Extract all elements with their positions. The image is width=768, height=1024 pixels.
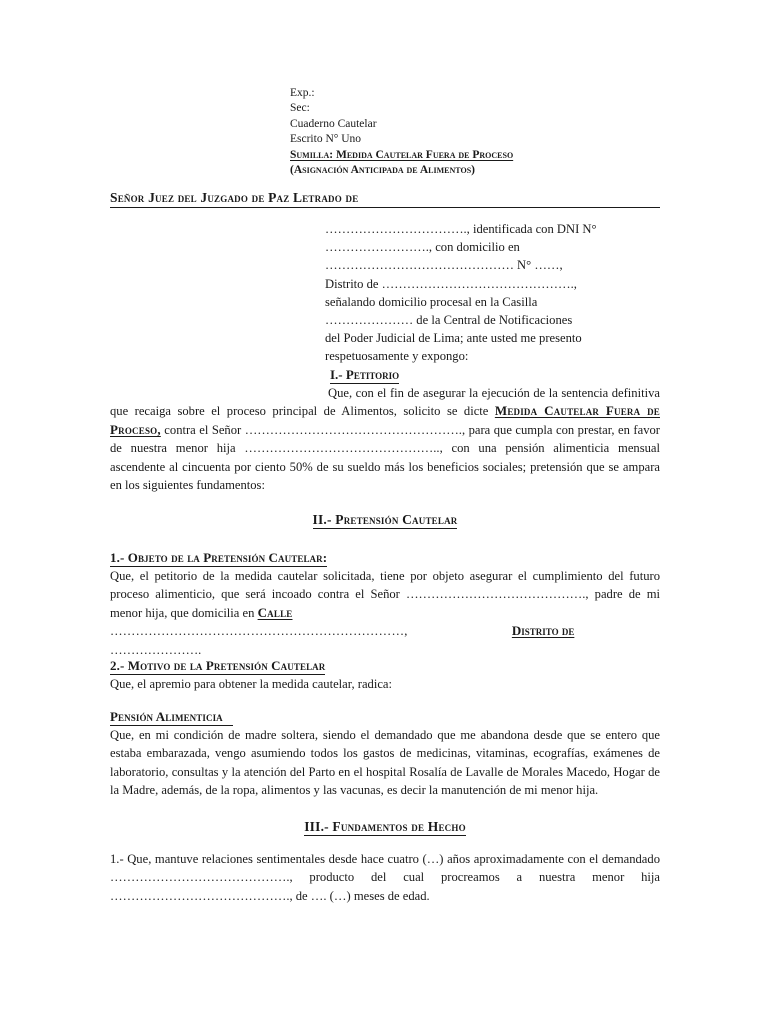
motivo-heading: 2.- Motivo de la Pretensión Cautelar: [110, 658, 326, 673]
objeto-text-before: Que, el petitorio de la medida cautelar solicitada, tiene por objeto asegurar el cumplimiento del futuro proceso alimenticio, que será incoado contra el Señor ……………………………………., padre de mi menor hija, que domicilia en: [110, 569, 660, 620]
addressee-line: Señor Juez del Juzgado de Paz Letrado de: [110, 190, 660, 208]
objeto-heading-row: [110, 549, 660, 567]
objeto-emphasis-calle: Calle: [257, 604, 293, 620]
objeto-paragraph: [110, 567, 660, 622]
header-sumilla: Sumilla: Medida Cautelar Fuera de Proceso: [290, 148, 514, 161]
motivo-heading-row: [110, 657, 660, 675]
pension-paragraph: Que, en mi condición de madre soltera, siendo el demandado que me abandona desde que se entero que estaba embarazada, vengo asumiendo todos los gastos de medicinas, vitaminas, ecografías, exámenes de laboratorio, consultas y la atención del Parto en el hospital Rosalía de Lavalle de Morales Macedo, Hogar de la Madre, además, de la ropa, alimentos y las vacunas, es decir la manutención de mi menor hija.: [110, 728, 660, 798]
intro-line-8: respetuosamente y expongo:: [325, 349, 469, 364]
section-petitorio: [110, 366, 660, 494]
objeto-heading: 1.- Objeto de la Pretensión Cautelar:: [110, 550, 328, 565]
objeto-emphasis-distrito: Distrito de: [511, 623, 575, 639]
intro-block: [325, 220, 660, 366]
intro-line-2: ……………………., con domicilio en: [325, 240, 520, 255]
header-subtitle: (Asignación Anticipada de Alimentos): [290, 164, 475, 177]
petitorio-text-before: Que, con el fin de asegurar la ejecución de la sentencia definitiva que recaiga sobre el proceso principal de Alimentos, solicito se dicte: [110, 386, 660, 419]
pretension-heading-wrap: [110, 512, 660, 528]
header-cuaderno: Cuaderno Cautelar: [290, 117, 377, 130]
petitorio-text-after: contra el Señor ……………………………………………., para que cumpla con prestar, en favor de nuestra menor hija ……………………………………….., con una pensión alimenticia mensual ascendente al cincuenta por ciento 50% de su sueldo más los beneficios sociales; pretensión que se ampara en los siguientes fundamentos:: [110, 422, 660, 493]
objeto-dots-line: ……………………………………………………………,: [110, 624, 408, 639]
header-exp: Exp.:: [290, 87, 315, 99]
section-pension: [110, 708, 660, 800]
intro-line-5: señalando domicilio procesal en la Casilla: [325, 294, 538, 309]
petitorio-paragraph: [110, 384, 660, 494]
header-block: [290, 86, 570, 178]
section-motivo: [110, 657, 660, 693]
header-sec: Sec:: [290, 102, 310, 115]
pension-heading-row: [110, 708, 660, 726]
objeto-dots-final: ………………….: [110, 642, 202, 657]
motivo-paragraph: Que, el apremio para obtener la medida cautelar, radica:: [110, 677, 393, 691]
intro-line-6: ………………… de la Central de Notificaciones: [325, 313, 573, 328]
intro-line-4: Distrito de ……………………………………….,: [325, 276, 577, 291]
section-hecho-1: [110, 850, 660, 905]
petitorio-emphasis: Medida Cautelar Fuera de Proceso,: [110, 403, 660, 437]
hecho-1-paragraph: 1.- Que, mantuve relaciones sentimentales desde hace cuatro (…) años aproximadamente con el demandado ……………………………………., producto del cual procreamos a nuestra menor hija ……………………………………., de …. (…) meses de edad.: [110, 852, 660, 903]
section-fundamentos-heading: [110, 819, 660, 835]
fundamentos-heading-wrap: [110, 819, 660, 835]
petitorio-heading-row: [110, 366, 660, 384]
section-objeto: [110, 549, 660, 659]
pretension-heading: II.- Pretensión Cautelar: [312, 512, 458, 527]
fundamentos-heading: III.- Fundamentos de Hecho: [304, 819, 466, 834]
intro-line-3: ……………………………………… N° ……,: [325, 258, 563, 273]
intro-line-7: del Poder Judicial de Lima; ante usted me presento: [325, 331, 582, 346]
objeto-distrito-line: [110, 622, 660, 640]
header-escrito-numero: Escrito N° Uno: [290, 133, 362, 146]
pension-heading: Pensión Alimenticia: [110, 709, 233, 726]
petitorio-heading: I.- Petitorio: [330, 367, 400, 382]
section-pretension-heading: [110, 512, 660, 528]
intro-line-1: ……………………………., identificada con DNI N°: [325, 222, 597, 236]
